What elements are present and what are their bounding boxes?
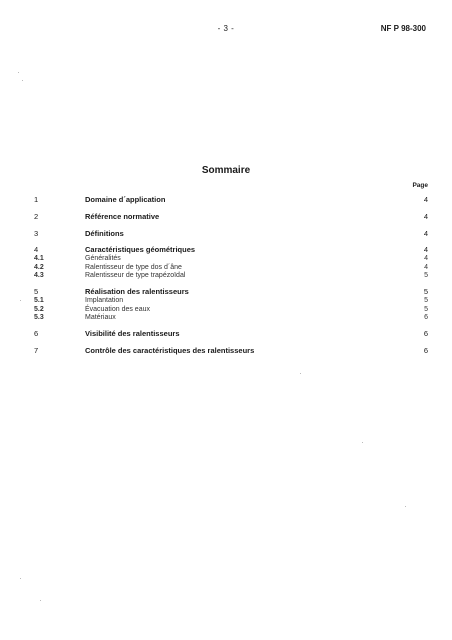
- table-of-contents: [34, 195, 428, 363]
- scan-speck: [300, 373, 301, 374]
- toc-entry-page: 4: [423, 211, 428, 221]
- toc-entry-page: 4: [424, 255, 428, 263]
- toc-entry-number: 3: [34, 228, 39, 238]
- toc-entry-number: 4: [34, 245, 39, 255]
- page-column-header: Page: [412, 182, 428, 189]
- toc-entry-page: 4: [423, 228, 428, 238]
- toc-subsection-row: [34, 264, 428, 272]
- toc-entry-page: 6: [423, 329, 428, 339]
- scan-speck: [18, 72, 19, 73]
- toc-entry-number: 4.2: [34, 263, 44, 271]
- page-title: Sommaire: [201, 165, 251, 176]
- toc-group: [34, 329, 428, 339]
- toc-entry-number: 5.3: [34, 314, 44, 322]
- toc-entry-page: 4: [423, 195, 428, 204]
- toc-group: [34, 229, 428, 239]
- toc-entry-title: Visibilité des ralentisseurs: [85, 329, 180, 339]
- scan-speck: [362, 442, 363, 443]
- toc-entry-number: 5.1: [34, 297, 44, 305]
- scan-speck: [20, 578, 21, 579]
- toc-entry-page: 5: [424, 305, 428, 313]
- toc-group: [34, 245, 428, 280]
- toc-entry-title: Référence normative: [85, 211, 160, 221]
- toc-entry-number: 4.1: [34, 255, 44, 263]
- toc-section-row: [34, 195, 428, 205]
- scan-speck: [20, 300, 21, 301]
- toc-entry-page: 5: [423, 287, 428, 297]
- toc-section-row: [34, 245, 428, 255]
- scan-speck: [405, 506, 406, 507]
- toc-entry-title: Ralentisseur de type dos d´âne: [85, 263, 182, 271]
- toc-entry-title: Caractéristiques géométriques: [85, 245, 196, 255]
- toc-entry-number: 7: [34, 346, 39, 356]
- toc-section-row: [34, 229, 428, 239]
- toc-section-row: [34, 212, 428, 222]
- scan-speck: [22, 80, 23, 81]
- toc-entry-number: 1: [34, 195, 39, 204]
- toc-entry-title: Contrôle des caractéristiques des ralentisseurs: [85, 346, 255, 356]
- toc-entry-number: 2: [34, 211, 39, 221]
- toc-entry-title: Domaine d´application: [85, 195, 166, 204]
- toc-subsection-row: [34, 297, 428, 305]
- toc-group: [34, 346, 428, 356]
- toc-entry-title: Réalisation des ralentisseurs: [85, 287, 189, 297]
- scan-speck: [40, 600, 41, 601]
- toc-subsection-row: [34, 272, 428, 280]
- toc-entry-title: Évacuation des eaux: [85, 305, 150, 313]
- toc-entry-title: Définitions: [85, 228, 124, 238]
- toc-entry-number: 4.3: [34, 272, 44, 279]
- toc-section-row: [34, 329, 428, 339]
- toc-entry-page: 5: [424, 297, 428, 305]
- toc-entry-title: Ralentisseur de type trapézoïdal: [85, 272, 186, 279]
- toc-group: [34, 195, 428, 205]
- toc-entry-number: 5.2: [34, 305, 44, 313]
- toc-entry-number: 5: [34, 287, 39, 297]
- toc-entry-title: Matériaux: [85, 314, 116, 322]
- document-reference: NF P 98-300: [380, 24, 426, 33]
- toc-entry-title: Généralités: [85, 255, 121, 263]
- toc-entry-page: 4: [424, 263, 428, 271]
- toc-group: [34, 212, 428, 222]
- toc-subsection-row: [34, 306, 428, 314]
- toc-entry-page: 5: [424, 272, 428, 279]
- toc-entry-page: 6: [424, 314, 428, 322]
- toc-section-row: [34, 287, 428, 297]
- toc-section-row: [34, 346, 428, 356]
- toc-entry-page: 6: [423, 346, 428, 356]
- toc-subsection-row: [34, 255, 428, 263]
- toc-group: [34, 287, 428, 322]
- page-number: - 3 -: [217, 24, 235, 33]
- toc-entry-page: 4: [423, 245, 428, 255]
- toc-entry-number: 6: [34, 329, 39, 339]
- toc-entry-title: Implantation: [85, 297, 124, 305]
- toc-subsection-row: [34, 314, 428, 322]
